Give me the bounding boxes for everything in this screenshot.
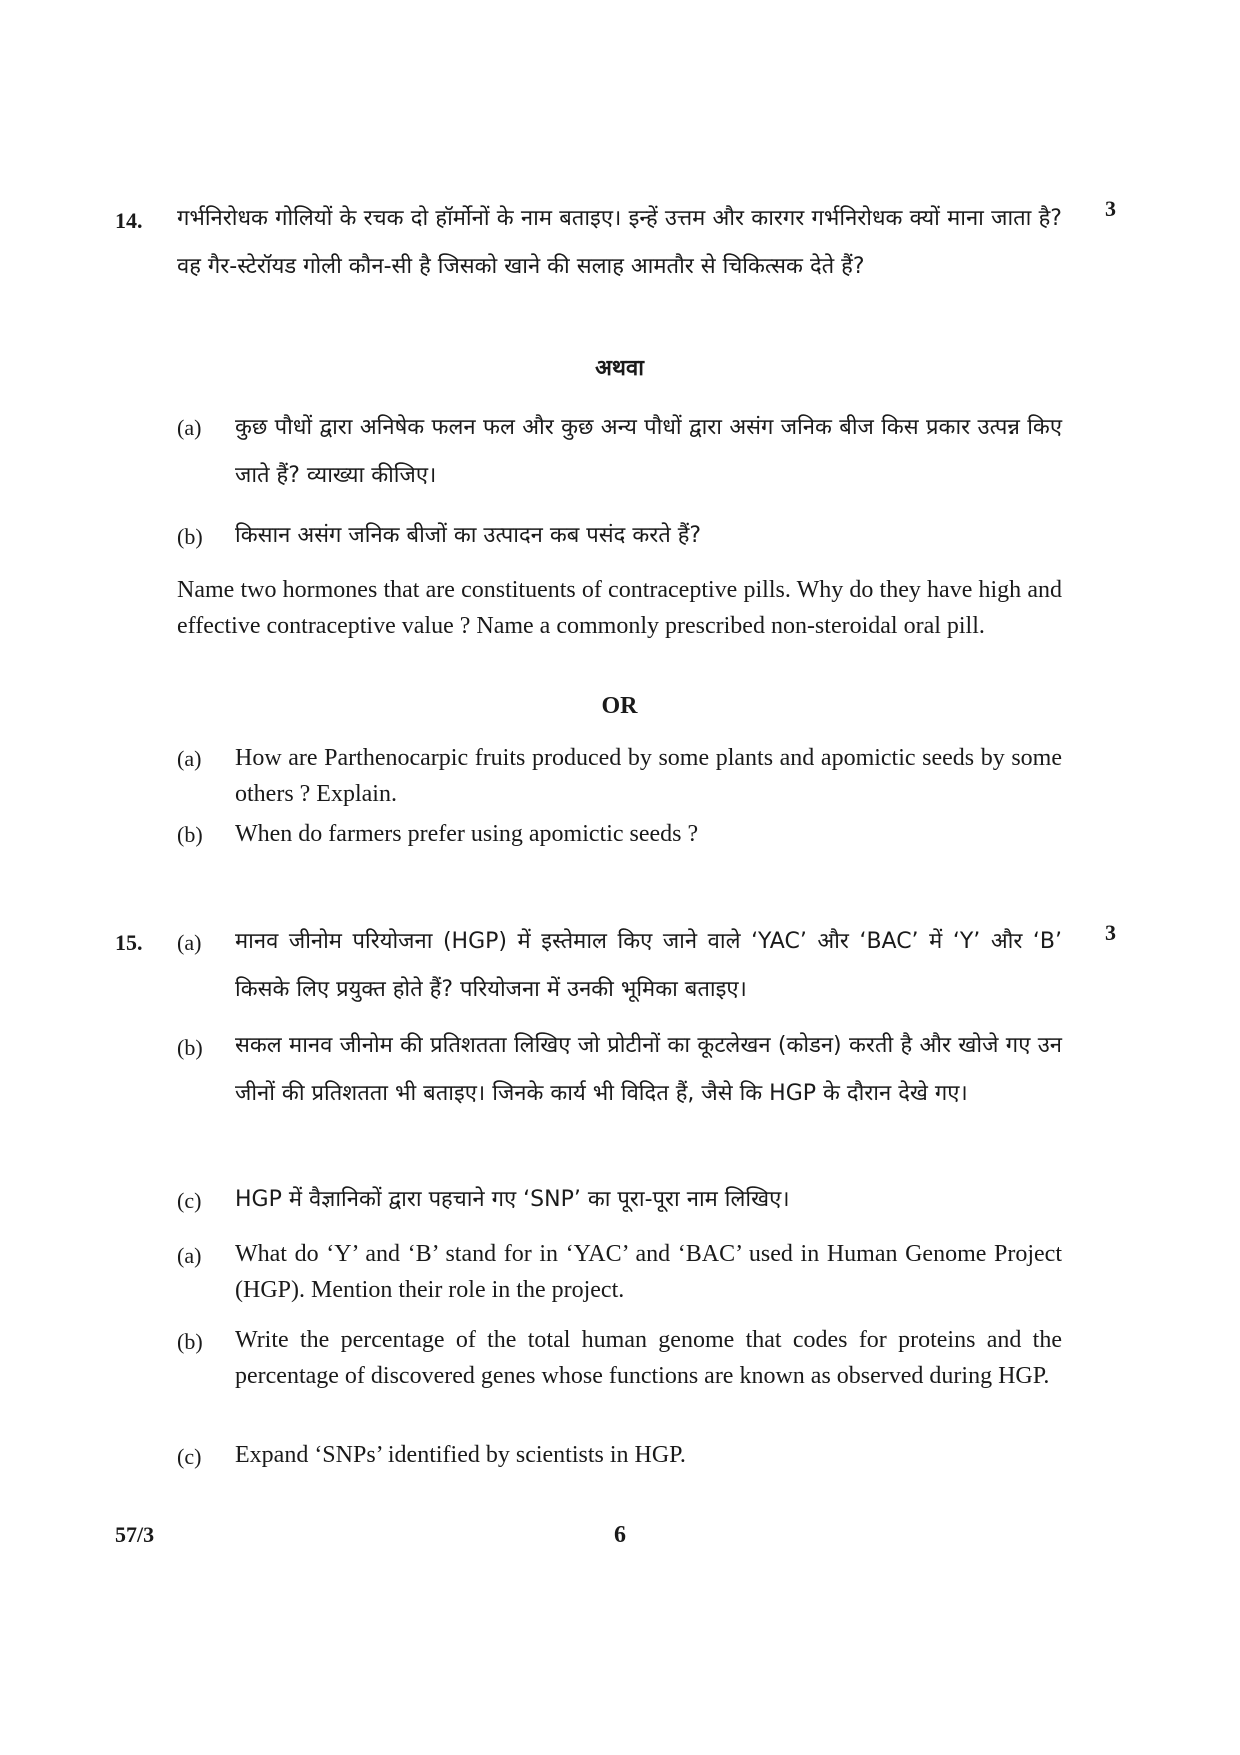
or-separator-english: OR <box>601 693 638 719</box>
q15-hindi-b-text: सकल मानव जीनोम की प्रतिशतता लिखिए जो प्रोटीनों का कूटलेखन (कोडन) करती है और खोजे गए उन जीनों की प्रतिशतता भी बताइए। जिनके कार्य भी विदित हैं, जैसे कि HGP के दौरान देखे गए। <box>235 1033 1062 1106</box>
question-number-15: 15. <box>115 930 143 955</box>
question-number-14: 14. <box>115 208 143 233</box>
q15-hindi-b-label: (b) <box>177 1035 203 1060</box>
q15-hindi-c-label: (c) <box>177 1188 202 1213</box>
q14-hindi-b-text: किसान असंग जनिक बीजों का उत्पादन कब पसंद करते हैं? <box>235 523 702 548</box>
q15-hindi-a-text: मानव जीनोम परियोजना (HGP) में इस्तेमाल किए जाने वाले ‘YAC’ और ‘BAC’ में ‘Y’ और ‘B’ किसके लिए प्रयुक्त होते हैं? परियोजना में उनकी भूमिका बताइए। <box>235 929 1062 1002</box>
question-14-hindi-text: गर्भनिरोधक गोलियों के रचक दो हॉर्मोनों के नाम बताइए। इन्हें उत्तम और कारगर गर्भनिरोधक क्यों माना जाता है? वह गैर-स्टेरॉयड गोली कौन-सी है जिसको खाने की सलाह आमतौर से चिकित्सक देते हैं? <box>177 206 1062 279</box>
q15-english-c-text: Expand ‘SNPs’ identified by scientists in HGP. <box>235 1442 686 1468</box>
q15-english-b-text: Write the percentage of the total human genome that codes for proteins and the percentage of discovered genes whose functions are known as observed during HGP. <box>235 1327 1062 1389</box>
or-separator-hindi: अथवा <box>595 356 644 381</box>
q15-english-a-label: (a) <box>177 1243 202 1268</box>
question-14-english-text: Name two hormones that are constituents of contraceptive pills. Why do they have high and effective contraceptive value ? Name a commonly prescribed non-steroidal oral pill. <box>177 577 1062 639</box>
q14-english-b-label: (b) <box>177 822 203 847</box>
q15-english-c-label: (c) <box>177 1444 202 1469</box>
q14-hindi-a-label: (a) <box>177 415 202 440</box>
q14-hindi-b-label: (b) <box>177 524 203 549</box>
q14-hindi-a-text: कुछ पौधों द्वारा अनिषेक फलन फल और कुछ अन्य पौधों द्वारा असंग जनिक बीज किस प्रकार उत्पन्न किए जाते हैं? व्याख्या कीजिए। <box>235 415 1062 488</box>
q15-hindi-a-label: (a) <box>177 930 202 955</box>
page-number: 6 <box>614 1522 626 1548</box>
q15-english-a-text: What do ‘Y’ and ‘B’ stand for in ‘YAC’ and ‘BAC’ used in Human Genome Project (HGP). Mention their role in the project. <box>235 1241 1062 1303</box>
question-15-marks: 3 <box>1105 920 1116 945</box>
q14-english-a-text: How are Parthenocarpic fruits produced by some plants and apomictic seeds by some others ? Explain. <box>235 745 1062 807</box>
paper-code: 57/3 <box>115 1522 155 1547</box>
q14-english-b-text: When do farmers prefer using apomictic seeds ? <box>235 821 699 847</box>
question-14-marks: 3 <box>1105 196 1116 221</box>
q15-hindi-c-text: HGP में वैज्ञानिकों द्वारा पहचाने गए ‘SNP’ का पूरा-पूरा नाम लिखिए। <box>235 1187 790 1212</box>
q15-english-b-label: (b) <box>177 1329 203 1354</box>
q14-english-a-label: (a) <box>177 746 202 771</box>
